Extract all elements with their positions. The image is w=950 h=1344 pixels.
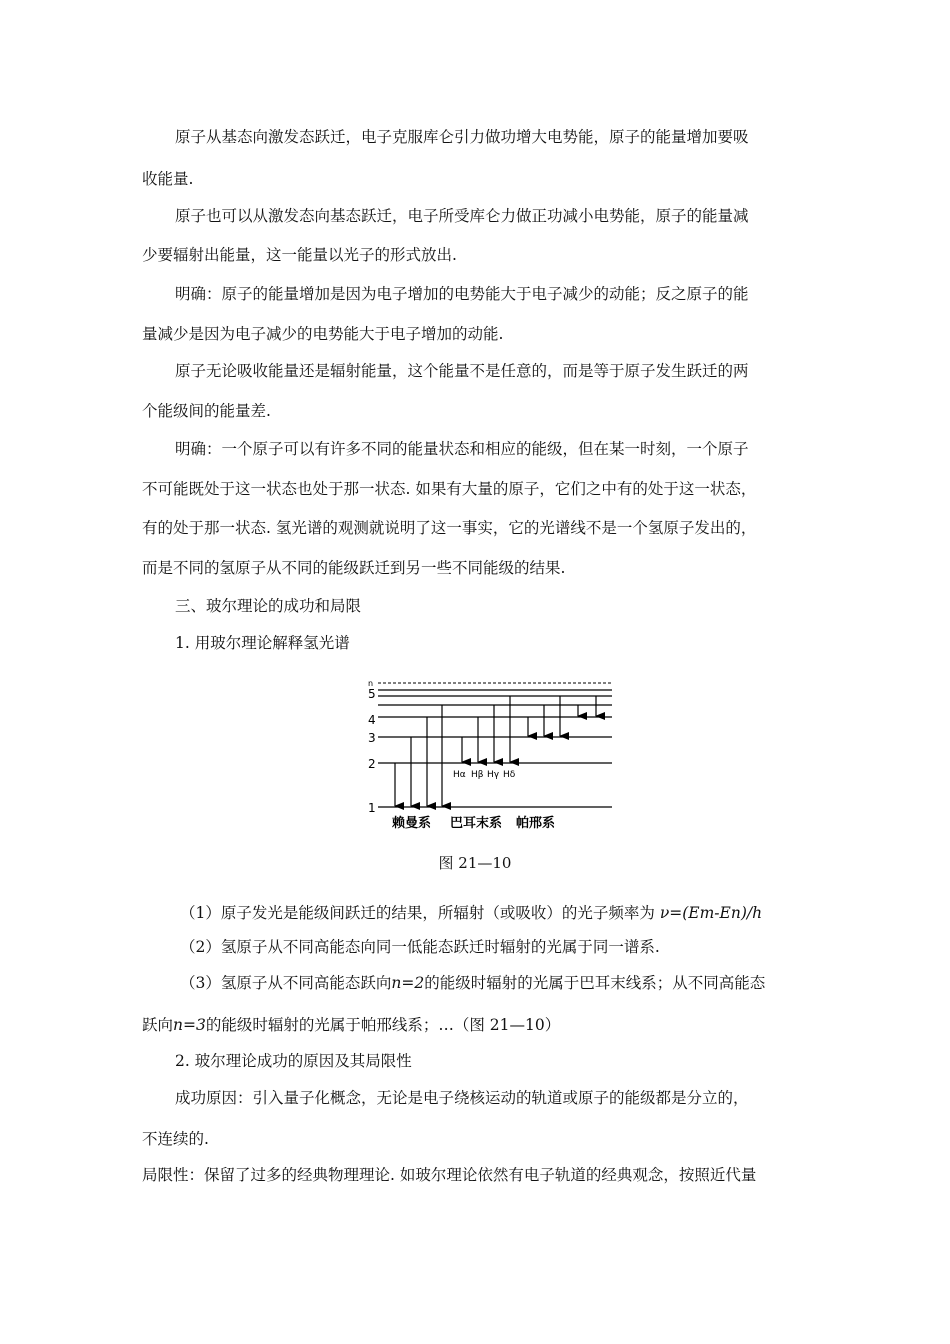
frequency-formula: ν=(Em-En)/h	[659, 904, 763, 922]
level-label-3: 3	[368, 731, 376, 745]
paragraph-4-line-1: 原子无论吸收能量还是辐射能量，这个能量不是任意的，而是等于原子发生跃迁的两	[175, 362, 749, 380]
item-3-text-c: 跃向	[142, 1016, 174, 1034]
energy-level-diagram	[360, 674, 620, 834]
success-line-1: 成功原因：引入量子化概念，无论是电子绕核运动的轨道或原子的能级都是分立的，	[175, 1089, 749, 1107]
paragraph-5-line-1: 明确：一个原子可以有许多不同的能量状态和相应的能级，但在某一时刻，一个原子	[175, 440, 749, 458]
paragraph-2-line-1: 原子也可以从激发态向基态跃迁，电子所受库仑力做正功减小电势能，原子的能量减	[175, 207, 749, 225]
level-label-n: n	[368, 679, 374, 688]
paragraph-4-line-2: 个能级间的能量差.	[142, 402, 271, 420]
h-gamma-label: Hγ	[487, 770, 500, 780]
subsection-2-title: 2. 玻尔理论成功的原因及其局限性	[175, 1052, 412, 1070]
success-line-2: 不连续的.	[142, 1130, 209, 1148]
item-3-n2: n=2	[391, 974, 425, 992]
item-1-text: （1）原子发光是能级间跃迁的结果，所辐射（或吸收）的光子频率为	[180, 904, 655, 922]
paragraph-2-line-2: 少要辐射出能量，这一能量以光子的形式放出.	[142, 246, 457, 264]
h-delta-label: Hδ	[503, 770, 516, 780]
item-3-line-1	[180, 974, 850, 993]
paragraph-5-line-2: 不可能既处于这一状态也处于那一状态. 如果有大量的原子，它们之中有的处于这一状态，	[142, 480, 757, 498]
item-1	[180, 904, 850, 923]
level-label-2: 2	[368, 757, 376, 771]
item-2: （2）氢原子从不同高能态向同一低能态跃迁时辐射的光属于同一谱系.	[180, 938, 660, 956]
series-label-paschen: 帕邢系	[516, 816, 556, 831]
figure-caption: 图 21—10	[438, 854, 512, 872]
h-alpha-label: Hα	[453, 770, 466, 780]
paragraph-1-line-2: 收能量.	[142, 170, 194, 188]
paragraph-3-line-2: 量减少是因为电子减少的电势能大于电子增加的动能.	[142, 325, 504, 343]
item-3-text-a: （3）氢原子从不同高能态跃向	[180, 974, 392, 992]
paragraph-5-line-4: 而是不同的氢原子从不同的能级跃迁到另一些不同能级的结果.	[142, 559, 566, 577]
h-beta-label: Hβ	[471, 770, 484, 780]
item-3-n3: n=3	[173, 1016, 206, 1034]
level-label-5: 5	[368, 687, 376, 701]
level-label-4: 4	[368, 713, 376, 727]
item-3-text-d: 的能级时辐射的光属于帕邢线系；…（图 21—10）	[205, 1016, 561, 1034]
limitation-line: 局限性：保留了过多的经典物理理论. 如玻尔理论依然有电子轨道的经典观念，按照近代量	[142, 1166, 757, 1184]
series-label-balmer: 巴耳末系	[450, 816, 503, 831]
paragraph-3-line-1: 明确：原子的能量增加是因为电子增加的电势能大于电子减少的动能；反之原子的能	[175, 285, 749, 303]
series-label-lyman: 赖曼系	[392, 816, 432, 831]
subsection-1-title: 1. 用玻尔理论解释氢光谱	[175, 634, 350, 652]
level-label-1: 1	[368, 801, 376, 815]
section-3-title: 三、玻尔理论的成功和局限	[175, 597, 362, 615]
item-3-line-2	[142, 1016, 812, 1035]
paragraph-5-line-3: 有的处于那一状态. 氢光谱的观测就说明了这一事实，它的光谱线不是一个氢原子发出的，	[142, 519, 757, 537]
paragraph-1-line-1: 原子从基态向激发态跃迁，电子克服库仑引力做功增大电势能，原子的能量增加要吸	[175, 128, 749, 146]
item-3-text-b: 的能级时辐射的光属于巴耳末线系；从不同高能态	[424, 974, 766, 992]
